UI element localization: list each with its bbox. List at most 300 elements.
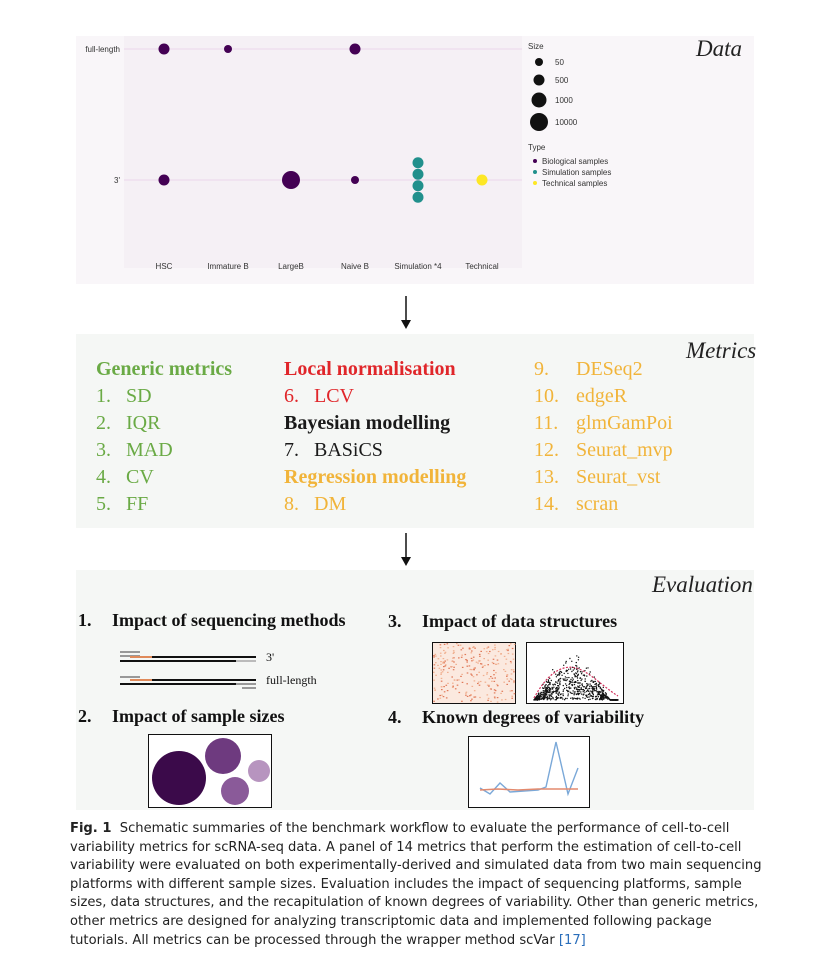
scatter-point [541, 694, 542, 695]
heatmap-cell [513, 671, 515, 672]
heatmap-cell [513, 682, 515, 683]
heatmap-cell [471, 658, 473, 659]
scatter-point [538, 696, 539, 697]
scatter-point [616, 699, 617, 700]
heatmap-cell [466, 683, 468, 684]
scatter-point [538, 694, 539, 695]
scatter-point [548, 682, 549, 683]
arrow-down-icon [396, 296, 416, 330]
bubble-small [221, 777, 249, 805]
heatmap-cell [453, 661, 455, 662]
scatter-point [578, 674, 579, 675]
heatmap-cell [446, 697, 448, 698]
scatter-point [605, 694, 606, 695]
data-point [413, 192, 424, 203]
heatmap-cell [453, 646, 455, 647]
scatter-point [548, 687, 549, 688]
data-point [413, 169, 424, 180]
heatmap-cell [471, 652, 473, 653]
scatter-point [566, 687, 567, 688]
heatmap-cell [438, 658, 440, 659]
scatter-point [584, 692, 585, 693]
data-chart [76, 36, 754, 284]
heatmap-cell [498, 651, 500, 652]
heatmap-cell [475, 696, 477, 697]
heatmap-cell [490, 676, 492, 677]
heatmap-cell [433, 701, 435, 702]
scatter-point [551, 696, 552, 697]
heatmap-cell [474, 680, 476, 681]
evaluation-panel [76, 570, 754, 810]
heatmap-cell [485, 682, 487, 683]
heatmap-cell [479, 697, 481, 698]
heatmap-cell [447, 643, 449, 644]
metric-item: 7. BASiCS [284, 439, 383, 461]
scatter-point [586, 688, 587, 689]
metric-item: 4. CV [96, 466, 154, 488]
heatmap-cell [469, 665, 471, 666]
legend-size-label: 500 [555, 76, 569, 85]
scatter-point [571, 682, 572, 683]
scatter-point [544, 687, 545, 688]
heatmap-cell [483, 675, 485, 676]
legend-size-marker [534, 75, 545, 86]
scatter-point [586, 696, 587, 697]
scatter-point [550, 682, 551, 683]
heatmap-cell [495, 672, 497, 673]
heatmap-cell [494, 681, 496, 682]
heatmap-cell [512, 654, 514, 655]
scatter-point [563, 691, 564, 692]
heatmap-cell [466, 661, 468, 662]
heatmap-cell [497, 685, 499, 686]
heatmap-cell [476, 674, 478, 675]
scatter-point [588, 699, 589, 700]
scatter-point [551, 693, 552, 694]
bubble-smallest [248, 760, 270, 782]
scatter-point [600, 687, 601, 688]
scatter-point [570, 698, 571, 699]
scatter-point [541, 697, 542, 698]
heatmap-cell [505, 699, 507, 700]
bubble-large [152, 751, 206, 805]
heatmap-cell [510, 662, 512, 663]
scatter-point [575, 676, 576, 677]
heatmap-cell [497, 697, 499, 698]
heatmap-cell [473, 657, 475, 658]
heatmap-cell [467, 696, 469, 697]
scatter-point [565, 680, 566, 681]
scatter-point [567, 690, 568, 691]
heatmap-cell [488, 686, 490, 687]
heatmap-cell [433, 672, 435, 673]
heatmap-cell [470, 674, 472, 675]
scatter-point [567, 679, 568, 680]
scatter-point [539, 697, 540, 698]
heatmap-cell [483, 658, 485, 659]
bayesian-modelling-heading: Bayesian modelling [284, 412, 451, 434]
scatter-point [596, 691, 597, 692]
scatter-point [559, 683, 560, 684]
heatmap-cell [493, 670, 495, 671]
scatter-point [563, 685, 564, 686]
scatter-point [593, 689, 594, 690]
scatter-point [546, 692, 547, 693]
scatter-point [614, 699, 615, 700]
heatmap-cell [488, 698, 490, 699]
scatter-point [578, 691, 579, 692]
heatmap-cell [507, 674, 509, 675]
scatter-point [566, 677, 567, 678]
scatter-point [610, 699, 611, 700]
scatter-point [542, 695, 543, 696]
heatmap-cell [435, 675, 437, 676]
heatmap-cell [441, 672, 443, 673]
heatmap-cell [452, 686, 454, 687]
heatmap-cell [497, 660, 499, 661]
metric-item: 5. FF [96, 493, 149, 515]
heatmap-cell [494, 692, 496, 693]
heatmap-cell [510, 661, 512, 662]
legend-type-marker [533, 181, 537, 185]
heatmap-cell [511, 698, 513, 699]
heatmap-cell [445, 652, 447, 653]
scatter-point [597, 698, 598, 699]
scatter-point [552, 688, 553, 689]
heatmap-cell [513, 681, 515, 682]
heatmap-cell [497, 702, 499, 703]
scatter-point [594, 676, 595, 677]
scatter-point [581, 689, 582, 690]
scatter-point [551, 680, 552, 681]
heatmap-cell [443, 696, 445, 697]
scatter-point [584, 686, 585, 687]
scatter-point [555, 684, 556, 685]
heatmap-cell [440, 655, 442, 656]
heatmap-cell [486, 674, 488, 675]
scatter-point [556, 699, 557, 700]
scatter-point [599, 694, 600, 695]
metric-item: 1. SD [96, 385, 152, 407]
scatter-point [560, 693, 561, 694]
heatmap-cell [433, 680, 435, 681]
heatmap-cell [448, 668, 450, 669]
heatmap-cell [458, 645, 460, 646]
scatter-point [588, 696, 589, 697]
heatmap-cell [501, 699, 503, 700]
scatter-point [548, 680, 549, 681]
citation-link[interactable]: [17] [558, 932, 586, 948]
scatter-point [568, 691, 569, 692]
scatter-point [581, 687, 582, 688]
scatter-point [603, 694, 604, 695]
scatter-point [579, 687, 580, 688]
scatter-point [589, 699, 590, 700]
heatmap-cell [502, 691, 504, 692]
heatmap-cell [496, 684, 498, 685]
scatter-point [537, 697, 538, 698]
heatmap-cell [465, 695, 467, 696]
heatmap-cell [447, 647, 449, 648]
scatter-point [598, 694, 599, 695]
heatmap-cell [433, 656, 435, 657]
scatter-point [569, 688, 570, 689]
heatmap-cell [489, 678, 491, 679]
x-tick-label: LargeB [278, 262, 304, 271]
heatmap-cell [462, 648, 464, 649]
heatmap-cell [465, 654, 467, 655]
scatter-point [580, 691, 581, 692]
scatter-point [581, 671, 582, 672]
heatmap-cell [461, 655, 463, 656]
scatter-point [584, 681, 585, 682]
figure-label: Fig. 1 [70, 821, 112, 836]
scatter-point [559, 692, 560, 693]
heatmap-cell [471, 699, 473, 700]
heatmap-cell [514, 644, 516, 645]
scatter-point [546, 681, 547, 682]
heatmap-cell [503, 682, 505, 683]
scatter-point [617, 699, 618, 700]
scatter-point [539, 699, 540, 700]
heatmap-cell [441, 695, 443, 696]
heatmap-cell [453, 667, 455, 668]
heatmap-cell [443, 650, 445, 651]
heatmap-cell [437, 665, 439, 666]
scatter-point [599, 699, 600, 700]
scatter-point [584, 675, 585, 676]
heatmap-cell [491, 681, 493, 682]
scatter-point [596, 688, 597, 689]
scatter-point [574, 688, 575, 689]
scatter-point [591, 695, 592, 696]
scatter-point [588, 694, 589, 695]
legend-size-label: 1000 [555, 96, 573, 105]
scatter-point [580, 671, 581, 672]
heatmap-cell [447, 690, 449, 691]
scatter-point [594, 686, 595, 687]
heatmap-cell [471, 660, 473, 661]
heatmap-cell [434, 690, 436, 691]
scatter-point [588, 691, 589, 692]
scatter-point [584, 698, 585, 699]
heatmap-cell [514, 693, 516, 694]
scatter-point [566, 670, 567, 671]
heatmap-cell [487, 664, 489, 665]
data-point [350, 44, 361, 55]
scatter-point [548, 692, 549, 693]
scatter-point [546, 689, 547, 690]
scatter-point [568, 693, 569, 694]
heatmap-cell [471, 669, 473, 670]
scatter-point [575, 687, 576, 688]
data-point [351, 176, 359, 184]
metric-item: 12. Seurat_mvp [534, 439, 673, 461]
metrics-panel [76, 334, 757, 528]
heatmap-cell [456, 643, 458, 644]
scatter-point [595, 699, 596, 700]
scatter-point [603, 687, 604, 688]
scatter-point [586, 668, 587, 669]
heatmap-cell [494, 647, 496, 648]
heatmap-cell [479, 685, 481, 686]
scatter-point [552, 669, 553, 670]
eval-item-known-variability: 4. Known degrees of variability [388, 707, 645, 727]
scatter-point [563, 689, 564, 690]
scatter-point [562, 698, 563, 699]
heatmap-cell [434, 668, 436, 669]
scatter-point [579, 667, 580, 668]
scatter-point [557, 685, 558, 686]
heatmap-cell [453, 652, 455, 653]
scatter-point [536, 696, 537, 697]
scatter-point [566, 685, 567, 686]
scatter-point [561, 697, 562, 698]
scatter-point [574, 693, 575, 694]
data-point [159, 175, 170, 186]
y-tick-label: full-length [85, 45, 120, 54]
heatmap-cell [473, 660, 475, 661]
scatter-point [598, 684, 599, 685]
data-point [477, 175, 488, 186]
heatmap-cell [473, 676, 475, 677]
heatmap-cell [460, 676, 462, 677]
scatter-point [579, 698, 580, 699]
scatter-point [534, 699, 535, 700]
heatmap-cell [469, 648, 471, 649]
heatmap-cell [461, 674, 463, 675]
scatter-point [606, 696, 607, 697]
caption-text: Schematic summaries of the benchmark workflow to evaluate the performance of cell-to-cell variability metrics for scRNA-seq data. A panel of 14 metrics that perform the estimation of cell-to-cell variability were evaluated on both experimentally-derived and simulated data from two main sequencing platforms with different sample sizes. Evaluation includes the impact of sequencing platforms, sample sizes, data structures, and the recapitulation of known degrees of variability. Other than generic metrics, other metrics are designed for analyzing transcriptomic data and implemented following package tutorials. All metrics can be processed through the wrapper method scVar [70, 821, 762, 948]
heatmap-cell [480, 681, 482, 682]
data-point [413, 180, 424, 191]
scatter-point [553, 684, 554, 685]
heatmap-cell [476, 662, 478, 663]
scatter-point [549, 678, 550, 679]
scatter-point [575, 672, 576, 673]
scatter-point [559, 673, 560, 674]
heatmap-cell [511, 690, 513, 691]
mean-variance-scatter-illustration [526, 642, 624, 704]
scatter-point [570, 692, 571, 693]
scatter-point [546, 690, 547, 691]
scatter-point [559, 674, 560, 675]
heatmap-cell [478, 672, 480, 673]
scatter-point [547, 697, 548, 698]
scatter-point [574, 668, 575, 669]
legend-type-marker [533, 170, 537, 174]
heatmap-cell [488, 647, 490, 648]
heatmap-cell [477, 683, 479, 684]
scatter-point [549, 695, 550, 696]
heatmap-cell [440, 674, 442, 675]
heatmap-cell [503, 669, 505, 670]
heatmap-cell [511, 673, 513, 674]
scatter-point [535, 698, 536, 699]
scatter-point [550, 691, 551, 692]
scatter-point [579, 682, 580, 683]
heatmap-cell [488, 653, 490, 654]
heatmap-cell [494, 677, 496, 678]
scatter-point [553, 687, 554, 688]
heatmap-cell [511, 696, 513, 697]
heatmap-cell [492, 678, 494, 679]
scatter-point [574, 691, 575, 692]
scatter-point [577, 691, 578, 692]
heatmap-cell [513, 659, 515, 660]
heatmap-cell [457, 685, 459, 686]
heatmap-cell [474, 667, 476, 668]
scatter-point [594, 684, 595, 685]
scatter-point [575, 681, 576, 682]
scatter-point [579, 685, 580, 686]
scatter-point [572, 690, 573, 691]
heatmap-cell [461, 657, 463, 658]
full-length-label: full-length [266, 673, 317, 687]
heatmap-cell [466, 692, 468, 693]
heatmap-cell [510, 678, 512, 679]
metric-item: 6. LCV [284, 385, 354, 407]
heatmap-cell [494, 649, 496, 650]
scatter-point [572, 685, 573, 686]
scatter-point [574, 673, 575, 674]
scatter-point [582, 683, 583, 684]
scatter-point [555, 688, 556, 689]
heatmap-cell [508, 653, 510, 654]
scatter-point [548, 679, 549, 680]
heatmap-cell [440, 661, 442, 662]
scatter-point [579, 678, 580, 679]
heatmap-cell [512, 648, 514, 649]
heatmap-cell [473, 669, 475, 670]
scatter-point [595, 681, 596, 682]
scatter-point [572, 677, 573, 678]
scatter-point [556, 693, 557, 694]
heatmap-cell [477, 663, 479, 664]
heatmap-cell [482, 666, 484, 667]
scatter-point [556, 676, 557, 677]
scatter-point [559, 681, 560, 682]
scatter-point [592, 689, 593, 690]
heatmap-cell [443, 666, 445, 667]
heatmap-cell [507, 649, 509, 650]
scatter-point [588, 688, 589, 689]
scatter-point [564, 678, 565, 679]
metric-item: 2. IQR [96, 412, 161, 434]
scatter-point [599, 686, 600, 687]
heatmap-cell [443, 669, 445, 670]
metrics-column-models [284, 356, 466, 518]
heatmap-cell [461, 649, 463, 650]
scatter-point [605, 692, 606, 693]
heatmap-cell [452, 658, 454, 659]
scatter-point [558, 697, 559, 698]
data-heading: Data [696, 36, 742, 61]
scatter-point [595, 690, 596, 691]
heatmap-cell [440, 653, 442, 654]
heatmap-cell [478, 682, 480, 683]
scatter-point [569, 681, 570, 682]
scatter-point [569, 658, 570, 659]
metric-item: 3. MAD [96, 439, 173, 461]
scatter-point [542, 687, 543, 688]
scatter-point [577, 680, 578, 681]
scatter-point [600, 692, 601, 693]
heatmap-cell [447, 659, 449, 660]
scatter-point [546, 694, 547, 695]
data-panel [76, 36, 754, 284]
scatter-point [573, 669, 574, 670]
